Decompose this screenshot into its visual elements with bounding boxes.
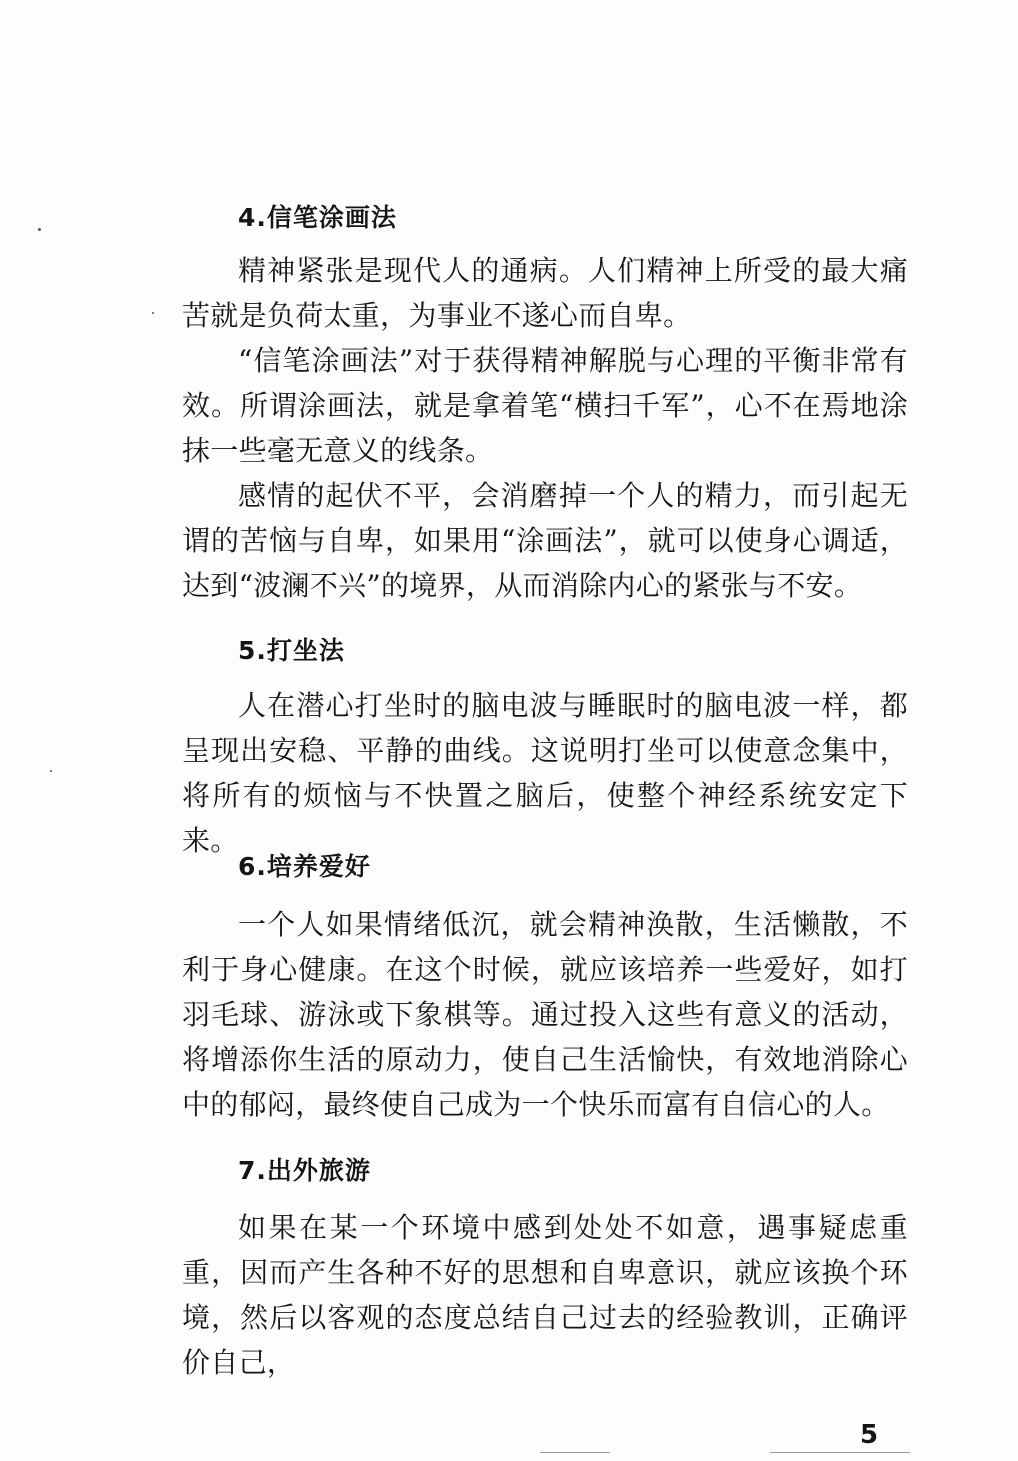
section-6-paragraph-1: 一个人如果情绪低沉，就会精神涣散，生活懒散，不利于身心健康。在这个时候，就应该培养一些爱好，如打羽毛球、游泳或下象棋等。通过投入这些有意义的活动，将增添你生活的原动力，使自己生活愉快，有效地消除心中的郁闷，最终使自己成为一个快乐而富有自信心的人。 [182, 908, 908, 1121]
scan-artifact-speck [38, 228, 41, 231]
section-heading-4: 4.信笔涂画法 [238, 203, 397, 232]
section-4-paragraph-2: “信笔涂画法”对于获得精神解脱与心理的平衡非常有效。所谓涂画法，就是拿着笔“横扫千军”，心不在焉地涂抹一些毫无意义的线条。 [182, 344, 908, 467]
page-number: 5 [860, 1420, 879, 1450]
section-5-paragraph-1: 人在潜心打坐时的脑电波与睡眠时的脑电波一样，都呈现出安稳、平静的曲线。这说明打坐可以使意念集中，将所有的烦恼与不快置之脑后，使整个神经系统安定下来。 [182, 689, 908, 857]
section-heading-7: 7.出外旅游 [238, 1156, 371, 1185]
scan-artifact-speck [152, 312, 154, 314]
scan-artifact-speck [50, 770, 52, 772]
section-4-paragraph-1: 精神紧张是现代人的通病。人们精神上所受的最大痛苦就是负荷太重，为事业不遂心而自卑。 [182, 254, 908, 332]
section-heading-6: 6.培养爱好 [238, 852, 371, 881]
scan-artifact-line [770, 1452, 910, 1453]
scan-artifact-line [540, 1452, 610, 1453]
section-4-paragraph-3: 感情的起伏不平，会消磨掉一个人的精力，而引起无谓的苦恼与自卑，如果用“涂画法”，就可以使身心调适，达到“波澜不兴”的境界，从而消除内心的紧张与不安。 [182, 479, 908, 602]
section-heading-5: 5.打坐法 [238, 636, 345, 665]
section-7-paragraph-1: 如果在某一个环境中感到处处不如意，遇事疑虑重重，因而产生各种不好的思想和自卑意识，就应该换个环境，然后以客观的态度总结自己过去的经验教训，正确评价自己， [182, 1211, 908, 1379]
